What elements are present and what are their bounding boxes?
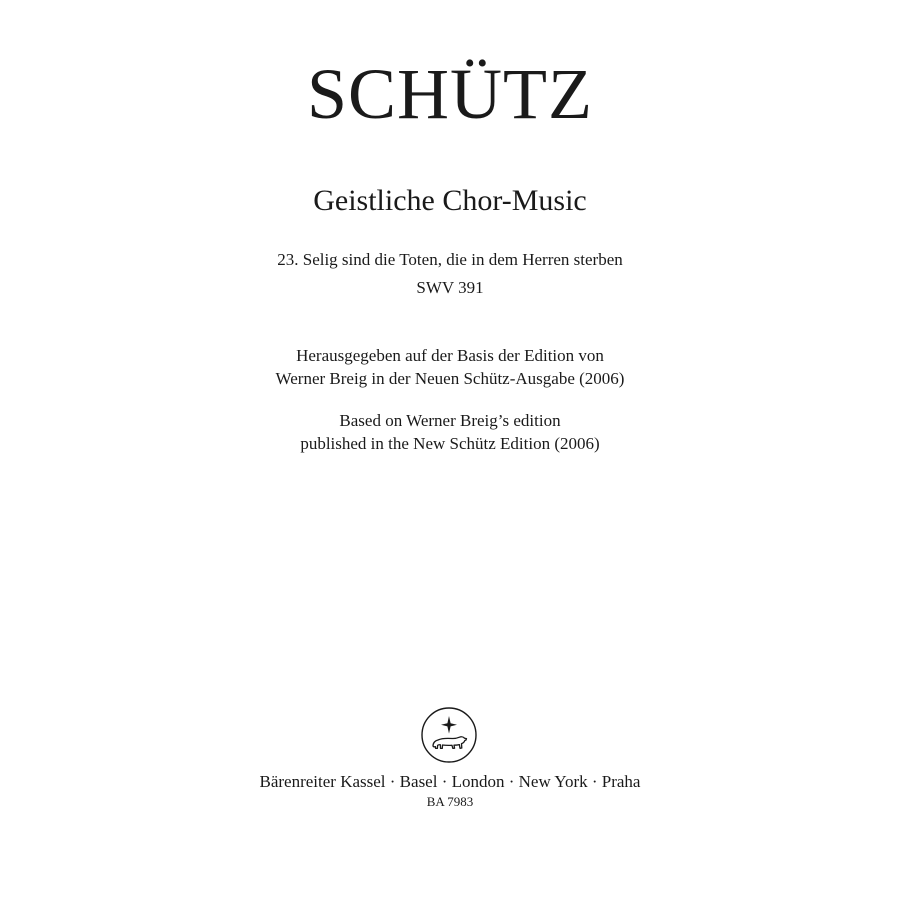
piece-title: 23. Selig sind die Toten, die in dem Herren sterben xyxy=(277,250,623,269)
edition-note-de-line-1: Herausgegeben auf der Basis der Edition von xyxy=(296,346,604,365)
composer-name: SCHÜTZ xyxy=(306,54,594,134)
edition-note-en-line-1: Based on Werner Breig’s edition xyxy=(339,411,561,430)
publisher-number: BA 7983 xyxy=(426,794,474,809)
edition-note-de-line-2: Werner Breig in der Neuen Schütz-Ausgabe (2006) xyxy=(275,369,625,388)
work-title: Geistliche Chor-Music xyxy=(313,184,587,217)
bear-logo-icon xyxy=(420,706,478,764)
catalog-number: SWV 391 xyxy=(416,278,484,297)
edition-note-en-line-2: published in the New Schütz Edition (2006) xyxy=(300,434,600,453)
publisher-line: Bärenreiter Kassel · Basel · London · New York · Praha xyxy=(259,772,641,791)
